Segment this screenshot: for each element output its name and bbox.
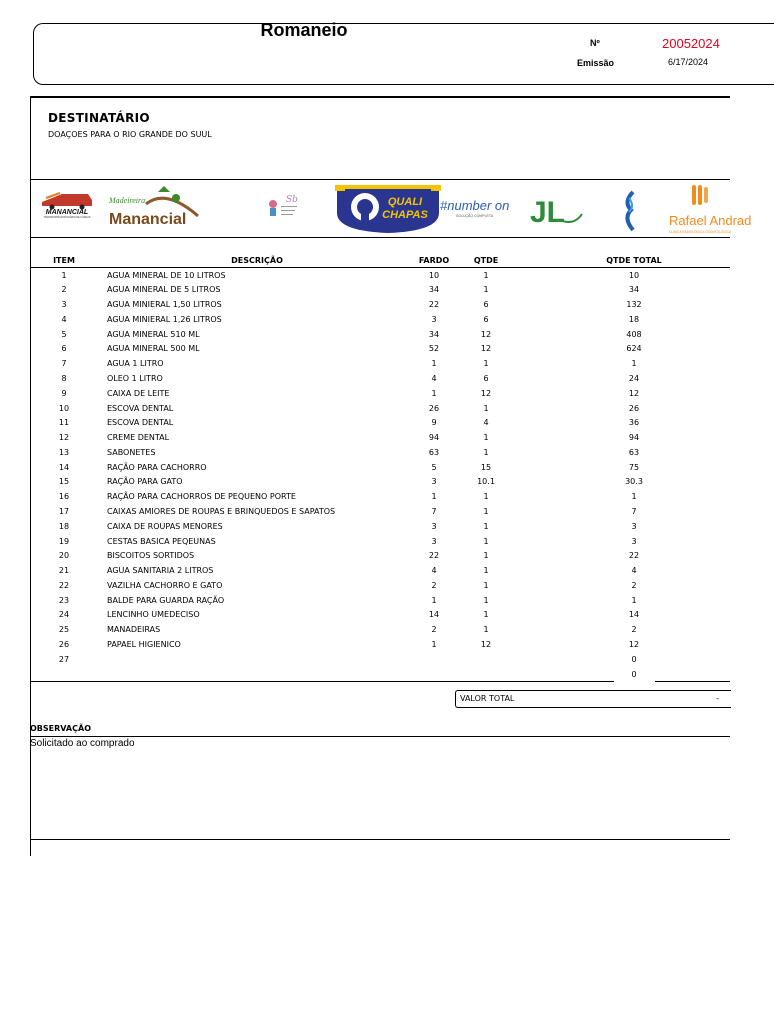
table-bottom-border-right xyxy=(655,681,730,682)
table-row xyxy=(0,448,768,463)
cell-fardo: 4 xyxy=(431,566,437,576)
table-row xyxy=(0,596,768,611)
cell-fardo: 34 xyxy=(428,329,440,339)
table-row xyxy=(0,625,768,640)
cell-description: CESTAS BASICA PEQEUNAS xyxy=(107,536,216,546)
cell-qtde: 12 xyxy=(480,388,492,398)
cell-description: RAÇÃO PARA GATO xyxy=(107,477,183,487)
cell-description: CREME DENTAL xyxy=(107,433,170,443)
cell-item: 14 xyxy=(58,462,70,472)
cell-fardo: 14 xyxy=(428,610,440,620)
cell-qtde: 1 xyxy=(483,506,489,516)
cell-qtde-total: 0 xyxy=(631,654,637,664)
cell-description: AGUA MINERAL DE 5 LITROS xyxy=(107,285,221,295)
cell-qtde-total: 24 xyxy=(628,373,640,383)
recipient-title: DESTINATÁRIO xyxy=(48,111,150,125)
table-row xyxy=(0,433,768,448)
cell-item: 2 xyxy=(61,285,67,295)
table-row xyxy=(0,271,768,286)
cell-description: ESCOVA DENTAL xyxy=(107,418,174,428)
total-value-label: VALOR TOTAL xyxy=(460,694,515,703)
cell-description: AGUA MINERAL 500 ML xyxy=(107,344,200,354)
cell-description: OLEO 1 LITRO xyxy=(107,373,163,383)
cell-qtde-total: 1 xyxy=(631,359,637,369)
cell-fardo: 3 xyxy=(431,521,437,531)
cell-fardo: 1 xyxy=(431,595,437,605)
cell-fardo: 63 xyxy=(428,447,440,457)
cell-qtde: 1 xyxy=(483,610,489,620)
cell-qtde: 15 xyxy=(480,462,492,472)
svg-text:Sb: Sb xyxy=(286,195,298,205)
number-on-tagline: SOLUÇÃO COMPLETA xyxy=(456,214,494,218)
table-row xyxy=(0,330,768,345)
cell-item: 17 xyxy=(58,506,70,516)
table-row xyxy=(0,315,768,330)
table-row xyxy=(0,507,768,522)
cell-description: LENCINHO UMEDECISO xyxy=(107,610,200,620)
cell-qtde-total: 132 xyxy=(626,300,642,310)
cell-item: 22 xyxy=(58,580,70,590)
cell-item: 25 xyxy=(58,625,70,635)
cell-qtde-total: 0 xyxy=(631,669,637,679)
table-row xyxy=(0,610,768,625)
header-box xyxy=(33,23,774,85)
cell-item: 1 xyxy=(61,270,67,280)
table-row xyxy=(0,640,768,655)
emission-date: 6/17/2024 xyxy=(668,57,709,67)
cell-fardo: 1 xyxy=(431,492,437,502)
number-on-logo xyxy=(440,195,528,221)
cell-qtde-total: 26 xyxy=(628,403,640,413)
total-value: - xyxy=(716,694,719,703)
cell-qtde-total: 75 xyxy=(628,462,640,472)
logos-bottom-divider xyxy=(30,237,730,238)
cell-item: 27 xyxy=(58,654,70,664)
table-row xyxy=(0,344,768,359)
cell-item: 4 xyxy=(61,314,67,324)
cell-qtde: 12 xyxy=(480,640,492,649)
cell-qtde-total: 3 xyxy=(631,536,637,546)
cell-qtde: 1 xyxy=(483,580,489,590)
cell-qtde: 1 xyxy=(483,625,489,635)
col-header-item: ITEM xyxy=(53,256,75,265)
table-row xyxy=(0,566,768,581)
cell-qtde: 1 xyxy=(483,403,489,413)
cell-item: 24 xyxy=(58,610,70,620)
cell-qtde-total: 18 xyxy=(628,314,640,324)
cell-fardo: 3 xyxy=(431,314,437,324)
cell-description: AGUA MINERAL 510 ML xyxy=(107,329,200,339)
cell-fardo: 1 xyxy=(431,359,437,369)
cell-description: PAPAEL HIGIENICO xyxy=(107,640,181,649)
cell-description: AGUA MINIERAL 1,50 LITROS xyxy=(107,300,222,310)
cell-description: AGUA MINERAL DE 10 LITROS xyxy=(107,270,226,280)
cell-item: 3 xyxy=(61,300,67,310)
cell-qtde: 6 xyxy=(483,300,489,310)
cell-qtde-total: 12 xyxy=(628,640,640,649)
cell-fardo: 4 xyxy=(431,373,437,383)
cell-qtde: 1 xyxy=(483,521,489,531)
cell-description: BALDE PARA GUARDA RAÇÃO xyxy=(107,595,225,605)
observation-text: Solicitado ao comprado xyxy=(30,738,135,749)
quali-line2: CHAPAS xyxy=(382,209,428,221)
jl-logo xyxy=(530,190,584,230)
cell-fardo: 1 xyxy=(431,640,437,649)
cell-fardo: 22 xyxy=(428,551,440,561)
rafael-tagline: CLÍNICA RADIOLÓGICA ODONTOLÓGICA xyxy=(669,230,732,234)
cell-description: AGUA 1 LITRO xyxy=(107,359,164,369)
cell-item: 12 xyxy=(58,433,70,443)
cell-item: 8 xyxy=(61,373,67,383)
cell-item: 19 xyxy=(58,536,70,546)
quali-chapas-logo xyxy=(335,183,441,235)
table-row xyxy=(0,404,768,419)
cell-qtde: 1 xyxy=(483,359,489,369)
table-row xyxy=(0,285,768,300)
small-figure-logo xyxy=(264,192,300,222)
table-row xyxy=(0,374,768,389)
cell-fardo: 3 xyxy=(431,477,437,487)
table-row xyxy=(0,522,768,537)
cell-description: RAÇÃO PARA CACHORROS DE PEQUENO PORTE xyxy=(107,492,296,502)
cell-qtde-total: 4 xyxy=(631,566,637,576)
madeireira-line2: Manancial xyxy=(109,211,187,228)
jl-text: JL xyxy=(530,196,566,229)
cell-fardo: 5 xyxy=(431,462,437,472)
table-row xyxy=(0,418,768,433)
cell-description: CAIXA DE ROUPAS MENORES xyxy=(107,521,223,531)
cell-description: BISCOITOS SORTIDOS xyxy=(107,551,195,561)
header-underline xyxy=(30,267,730,268)
cell-qtde-total: 1 xyxy=(631,595,637,605)
cell-qtde: 1 xyxy=(483,536,489,546)
cell-item: 13 xyxy=(58,447,70,457)
cell-qtde: 1 xyxy=(483,595,489,605)
frame-top-border xyxy=(30,96,730,98)
cell-item: 9 xyxy=(61,388,67,398)
total-value-box xyxy=(455,690,731,708)
madeireira-manancial-logo xyxy=(106,186,202,230)
cell-description: AGUA MINIERAL 1,26 LITROS xyxy=(107,314,222,324)
cell-item: 20 xyxy=(58,551,70,561)
cell-qtde-total: 3 xyxy=(631,521,637,531)
logos-top-divider xyxy=(30,179,730,180)
cell-qtde-total: 14 xyxy=(628,610,640,620)
cell-fardo: 3 xyxy=(431,536,437,546)
cell-description: CAIXAS AMIORES DE ROUPAS E BRINQUEDOS E SAPATOS xyxy=(107,506,336,516)
table-row xyxy=(0,551,768,566)
cell-qtde: 1 xyxy=(483,551,489,561)
number-on-name: #number on xyxy=(440,198,510,213)
cell-qtde: 1 xyxy=(483,492,489,502)
cell-qtde: 4 xyxy=(483,418,489,428)
cell-item: 23 xyxy=(58,595,70,605)
cell-fardo: 9 xyxy=(431,418,437,428)
table-row xyxy=(0,300,768,315)
cell-item: 18 xyxy=(58,521,70,531)
cell-qtde-total: 36 xyxy=(628,418,640,428)
table-row xyxy=(0,655,768,670)
cell-qtde: 1 xyxy=(483,270,489,280)
cell-description: CAIXA DE LEITE xyxy=(107,388,170,398)
table-row xyxy=(0,492,768,507)
observation-bottom-border xyxy=(30,839,730,840)
cell-qtde: 1 xyxy=(483,285,489,295)
cell-qtde: 10.1 xyxy=(477,477,495,487)
cell-description: SABONETES xyxy=(107,447,156,457)
cell-item: 11 xyxy=(58,418,70,428)
cell-qtde-total: 624 xyxy=(626,344,642,354)
cell-description: MANADEIRAS xyxy=(107,625,161,635)
cell-qtde-total: 2 xyxy=(631,580,637,590)
cell-item: 7 xyxy=(61,359,67,369)
rafael-name: Rafael Andrad xyxy=(669,213,752,228)
number-label: Nº xyxy=(590,38,600,48)
cell-qtde: 1 xyxy=(483,433,489,443)
madeireira-line1: Madeireira xyxy=(109,196,146,205)
table-row xyxy=(0,463,768,478)
cell-fardo: 1 xyxy=(431,388,437,398)
cell-qtde-total: 12 xyxy=(628,388,640,398)
cell-qtde: 6 xyxy=(483,373,489,383)
cell-qtde-total: 10 xyxy=(628,270,640,280)
col-header-desc: DESCRIÇÃO xyxy=(231,256,283,265)
cell-item: 16 xyxy=(58,492,70,502)
col-header-fardo: FARDO xyxy=(418,256,450,265)
table-row xyxy=(0,670,768,685)
cell-description: ESCOVA DENTAL xyxy=(107,403,174,413)
table-bottom-border xyxy=(30,681,614,682)
cell-qtde-total: 1 xyxy=(631,492,637,502)
observation-title: OBSERVAÇÃO xyxy=(30,724,91,733)
cell-qtde-total: 7 xyxy=(631,506,637,516)
blue-mark-logo xyxy=(620,188,642,236)
manancial-transport-logo xyxy=(38,188,96,218)
cell-fardo: 94 xyxy=(428,433,440,443)
table-row xyxy=(0,359,768,374)
cell-item: 21 xyxy=(58,566,70,576)
document-number: 20052024 xyxy=(662,36,720,51)
cell-qtde-total: 63 xyxy=(628,447,640,457)
cell-item: 26 xyxy=(58,640,70,649)
observation-divider xyxy=(30,736,730,737)
cell-fardo: 7 xyxy=(431,506,437,516)
cell-description: AGUA SANITARIA 2 LITROS xyxy=(107,566,214,576)
cell-qtde-total: 22 xyxy=(628,551,640,561)
col-header-total: QTDE TOTAL xyxy=(606,256,662,265)
cell-description: VAZILHA CACHORRO E GATO xyxy=(107,580,223,590)
cell-item: 6 xyxy=(61,344,67,354)
cell-fardo: 34 xyxy=(428,285,440,295)
cell-fardo: 22 xyxy=(428,300,440,310)
manancial-transport-name: MANANCIAL xyxy=(45,209,89,216)
cell-item: 10 xyxy=(58,403,70,413)
quali-line1: QUALI xyxy=(387,196,423,208)
table-row xyxy=(0,581,768,596)
cell-fardo: 52 xyxy=(428,344,440,354)
cell-qtde-total: 94 xyxy=(628,433,640,443)
cell-description: RAÇÃO PARA CACHORRO xyxy=(107,462,207,472)
cell-fardo: 2 xyxy=(431,625,437,635)
document-title: Romaneio xyxy=(260,20,348,40)
table-row xyxy=(0,477,768,492)
cell-qtde: 6 xyxy=(483,314,489,324)
cell-qtde-total: 34 xyxy=(628,285,640,295)
cell-qtde-total: 30.3 xyxy=(625,477,643,487)
manancial-transport-tagline: TRANSPORTE RODOVIÁRIO DE CARGAS xyxy=(43,216,91,219)
table-row xyxy=(0,537,768,552)
cell-qtde-total: 2 xyxy=(631,625,637,635)
recipient-name: DOAÇOES PARA O RIO GRANDE DO SUUL xyxy=(48,130,212,139)
cell-qtde: 12 xyxy=(480,344,492,354)
table-row xyxy=(0,389,768,404)
cell-qtde: 1 xyxy=(483,447,489,457)
rafael-andrade-logo xyxy=(668,184,752,236)
cell-item: 15 xyxy=(58,477,70,487)
cell-fardo: 10 xyxy=(428,270,440,280)
cell-fardo: 26 xyxy=(428,403,440,413)
emission-label: Emissão xyxy=(577,58,615,68)
cell-qtde-total: 408 xyxy=(626,329,642,339)
cell-qtde: 1 xyxy=(483,566,489,576)
col-header-qtde: QTDE xyxy=(473,256,499,265)
cell-fardo: 2 xyxy=(431,580,437,590)
cell-item: 5 xyxy=(61,329,67,339)
cell-qtde: 12 xyxy=(480,329,492,339)
